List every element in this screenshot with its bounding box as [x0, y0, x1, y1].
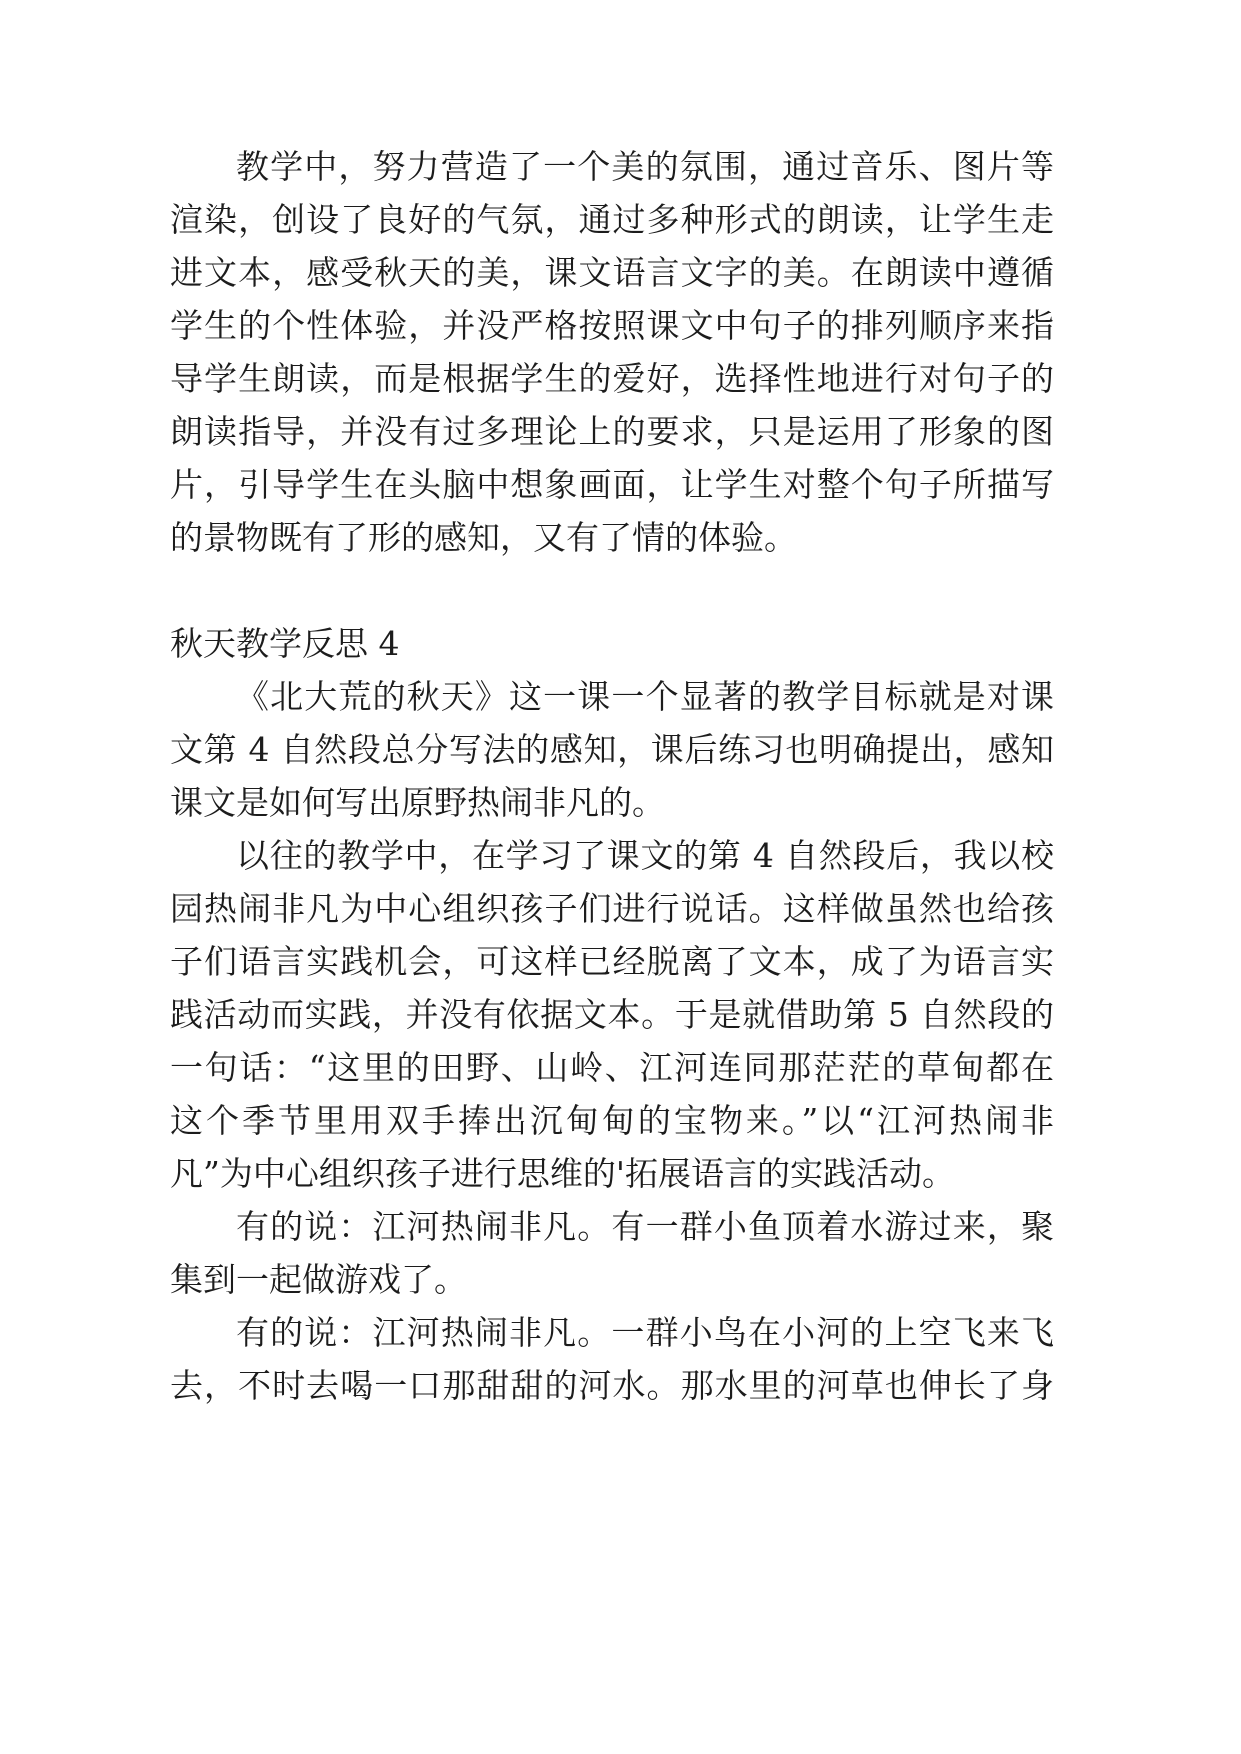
paragraph — [170, 829, 1054, 1200]
text-line: 进文本，感受秋天的美，课文语言文字的美。在朗读中遵循 — [170, 253, 1054, 292]
text-line: 学生的个性体验，并没严格按照课文中句子的排列顺序来指 — [170, 306, 1054, 345]
text-line: 的景物既有了形的感知，又有了情的体验。 — [170, 518, 797, 557]
text-line: 以往的教学中，在学习了课文的第 4 自然段后，我以校 — [236, 836, 1054, 875]
text-line: 教学中，努力营造了一个美的氛围，通过音乐、图片等 — [236, 147, 1054, 186]
text-line: 有的说：江河热闹非凡。有一群小鱼顶着水游过来，聚 — [236, 1207, 1054, 1246]
text-line: 片，引导学生在头脑中想象画面，让学生对整个句子所描写 — [170, 465, 1054, 504]
text-line: 朗读指导，并没有过多理论上的要求，只是运用了形象的图 — [170, 412, 1054, 451]
text-line: 导学生朗读，而是根据学生的爱好，选择性地进行对句子的 — [170, 359, 1054, 398]
text-line: 有的说：江河热闹非凡。一群小鸟在小河的上空飞来飞 — [236, 1313, 1054, 1352]
paragraph — [170, 140, 1054, 564]
text-line: 一句话：“这里的田野、山岭、江河连同那茫茫的草甸都在 — [170, 1048, 1054, 1087]
text-line: 《北大荒的秋天》这一课一个显著的教学目标就是对课 — [236, 677, 1054, 716]
paragraph — [170, 1306, 1054, 1412]
text-line: 这个季节里用双手捧出沉甸甸的宝物来。”以“江河热闹非 — [170, 1101, 1054, 1140]
text-line: 践活动而实践，并没有依据文本。于是就借助第 5 自然段的 — [170, 995, 1054, 1034]
text-line: 凡”为中心组织孩子进行思维的'拓展语言的实践活动。 — [170, 1154, 955, 1193]
section-heading: 秋天教学反思 4 — [170, 624, 400, 663]
text-line: 去，不时去喝一口那甜甜的河水。那水里的河草也伸长了身 — [170, 1366, 1054, 1405]
text-line: 子们语言实践机会，可这样已经脱离了文本，成了为语言实 — [170, 942, 1054, 981]
paragraph — [170, 670, 1054, 829]
text-line: 文第 4 自然段总分写法的感知，课后练习也明确提出，感知 — [170, 730, 1054, 769]
text-line: 园热闹非凡为中心组织孩子们进行说话。这样做虽然也给孩 — [170, 889, 1054, 928]
text-line: 渲染，创设了良好的气氛，通过多种形式的朗读，让学生走 — [170, 200, 1054, 239]
text-line: 集到一起做游戏了。 — [170, 1260, 467, 1299]
document-body — [170, 140, 1054, 1412]
text-line: 课文是如何写出原野热闹非凡的。 — [170, 783, 665, 822]
paragraph — [170, 1200, 1054, 1306]
